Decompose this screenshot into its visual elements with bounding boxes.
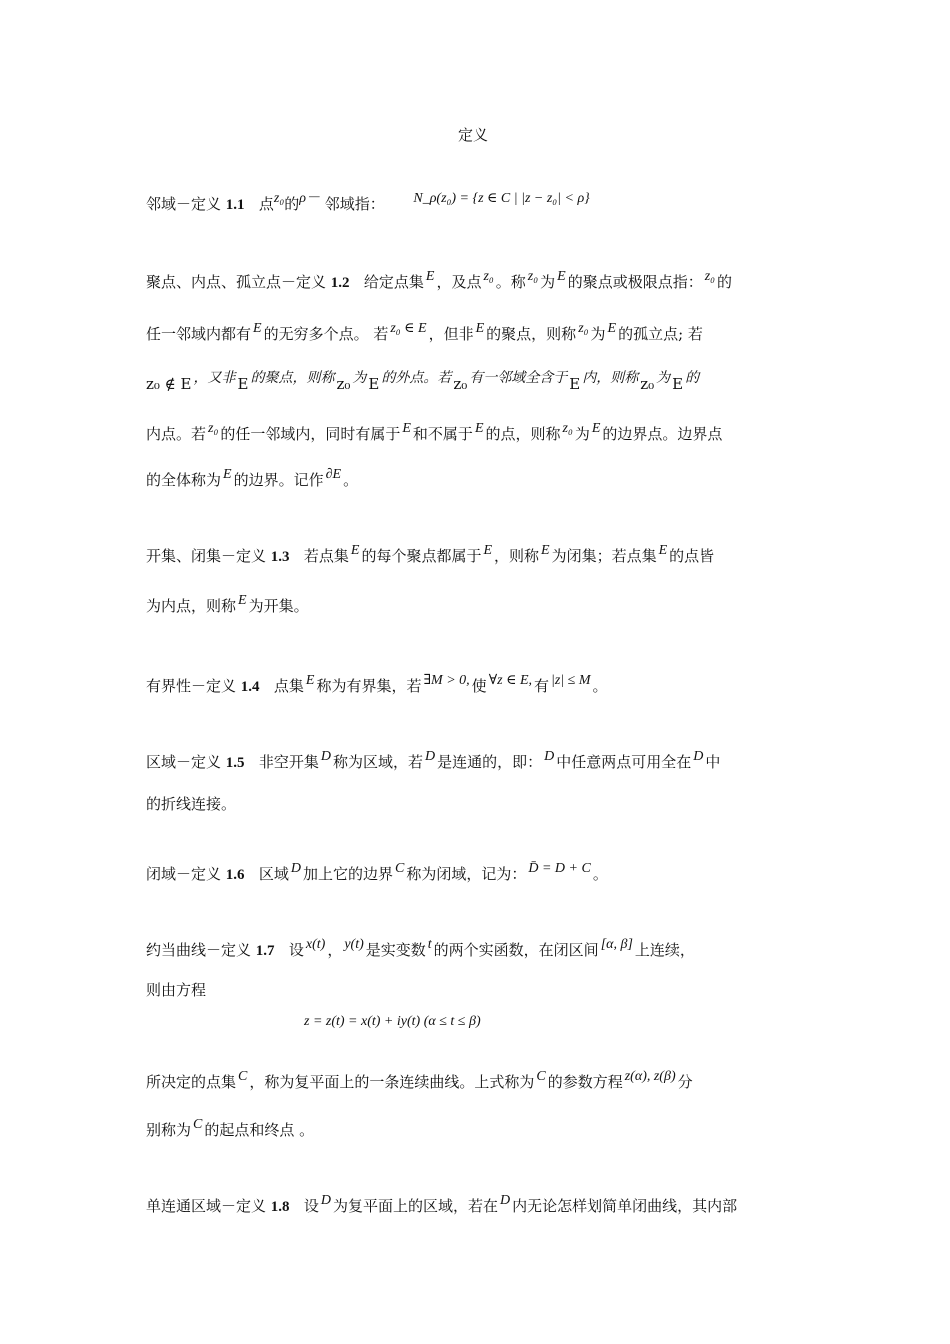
def-1-7-line-4 [146,1117,315,1142]
text: ， [327,941,343,959]
math-symbol: E [541,543,550,558]
text: 的点皆 [669,547,715,565]
def-number: 1.3 [270,549,290,565]
def-label: 聚点、内点、孤立点－定义 [146,273,327,291]
text: ，及点 [436,273,482,291]
math-symbol: E [475,321,485,336]
math-symbol: E [253,321,262,336]
text: 中任意两点可用全在 [556,753,692,771]
text: 邻域指： [324,195,385,213]
math-symbol: E [591,421,601,436]
def-label: 约当曲线－定义 [146,941,252,959]
math-symbol: 内，则称 [582,371,639,386]
text: z₀ [336,375,351,393]
parametric-equation: z = z(t) = x(t) + iy(t) (α ≤ t ≤ β) [304,1014,481,1029]
math-symbol: 为 [656,371,671,386]
math-symbol: D [290,861,301,876]
math-symbol: 的聚点，则称 [250,371,335,386]
def-label: 闭域－定义 [146,865,222,883]
text: 非空开集 [258,753,319,771]
text: 点 [258,195,274,213]
text: 内无论怎样划简单闭曲线，其内部 [512,1197,738,1215]
math-symbol: E [425,269,435,284]
text: 的起点和终点 。 [204,1121,315,1139]
math-symbol: ∀z ∈ E, [488,673,532,688]
math-symbol: C [193,1117,203,1132]
def-1-3-line-1 [146,543,715,568]
text: 内点。若 [146,425,207,443]
math-symbol: z₀ [208,421,219,436]
math-symbol: z₀ [483,269,494,284]
def-label: 开集、闭集－定义 [146,547,267,565]
text: 称为闭域，记为： [406,865,527,883]
text: 设 [303,1197,319,1215]
math-symbol: E [607,321,617,336]
text: 是连通的，即： [437,753,543,771]
text: 为闭集；若点集 [551,547,657,565]
def-1-1 [146,191,590,216]
math-symbol: E [350,543,360,558]
def-1-2-line-4 [146,421,723,446]
def-label: 邻域－定义 [146,195,222,213]
def-label: 区域－定义 [146,753,222,771]
text: 的孤立点; 若 [618,325,703,343]
math-symbol: |z| ≤ M [551,673,591,688]
def-1-5-line-1 [146,749,721,774]
def-label: 单连通区域－定义 [146,1197,267,1215]
def-1-8-line-1 [146,1193,738,1218]
math-symbol: y(t) [344,937,364,952]
def-1-7-line-2: 则由方程 [146,981,207,999]
math: z₀ [273,191,285,206]
text: 为 [574,425,590,443]
text: 使 [471,677,487,695]
text: 分 [677,1073,693,1091]
text: 上连续， [634,941,695,959]
text: 的聚点或极限点指： [567,273,703,291]
text: 加上它的边界 [303,865,394,883]
text: 的全体称为 [146,471,222,489]
text: 为 [540,273,556,291]
math-symbol: E [483,543,493,558]
def-1-3-line-2 [146,593,309,618]
math-symbol: D [544,749,555,764]
text: 的两个实函数，在闭区间 [433,941,599,959]
text: 。 [343,471,359,489]
text: 的 [284,195,300,213]
math-symbol: z₀ [704,269,716,284]
text: 的 [717,273,733,291]
text: ，则称 [494,547,540,565]
text: z₀ ∉ E [146,375,192,393]
math-symbol: E [223,467,232,482]
def-1-7-line-1 [146,937,695,962]
text: 有 [534,677,550,695]
def-1-7-line-3 [146,1069,693,1094]
def-1-2-line-3 [146,371,701,396]
text: 为复平面上的区域，若在 [333,1197,499,1215]
text: 为 [590,325,606,343]
math-symbol: z₀ [578,321,589,336]
math-symbol: [α, β] [600,937,633,952]
math-symbol: E [402,421,411,436]
math-symbol: D [693,749,704,764]
text: 的边界点。边界点 [602,425,723,443]
math-symbol: C [238,1069,248,1084]
text: 称为区域，若 [333,753,424,771]
math-symbol: z(α), z(β) [624,1069,676,1084]
math-symbol: C [395,861,405,876]
text: 和不属于 [412,425,473,443]
def-label: 有界性－定义 [146,677,237,695]
text: 。 [592,865,608,883]
text: ，但非 [428,325,474,343]
math-symbol: z₀ ∈ E [390,321,427,336]
math-symbol: C [536,1069,546,1084]
text: 若点集 [303,547,349,565]
def-number: 1.5 [225,755,245,771]
text: z₀ [640,375,655,393]
text: 。称 [495,273,526,291]
text: 中 [705,753,721,771]
math-symbol: E [238,593,247,608]
text: ，称为复平面上的一条连续曲线。上式称为 [249,1073,535,1091]
def-1-5-line-2: 的折线连接。 [146,795,237,813]
math-symbol: 的 [685,371,700,386]
math-symbol: ∃M > 0, [423,673,470,688]
def-1-2-line-2 [146,321,703,346]
def-number: 1.6 [225,867,245,883]
math-symbol: 有一邻域全含于 [469,371,568,386]
math-symbol: x(t) [305,937,326,952]
text: 的每个聚点都属于 [361,547,482,565]
def-1-6 [146,861,608,886]
text: 称为有界集，若 [316,677,422,695]
math-symbol: z₀ [562,421,573,436]
def-1-2-line-1 [146,269,733,294]
math-symbol: D [320,1193,331,1208]
page-title: 定义 [458,126,489,144]
text: 别称为 [146,1121,192,1139]
text: 的聚点，则称 [486,325,577,343]
math-symbol: 为 [352,371,367,386]
text: 点集 [273,677,304,695]
text: E [237,375,249,393]
text: 区域 [258,865,289,883]
text: 为内点，则称 [146,597,237,615]
def-number: 1.2 [330,275,350,291]
text: 所决定的点集 [146,1073,237,1091]
def-number: 1.1 [225,197,245,213]
text: 设 [288,941,304,959]
text: 任一邻域内都有 [146,325,252,343]
math-symbol: E [474,421,484,436]
math: ρ－ [299,191,320,206]
text: E [672,375,684,393]
math-symbol: D [500,1193,511,1208]
formula: N_ρ(z₀) = {z ∈ C | |z − z₀| < ρ} [413,191,590,206]
text: E [569,375,581,393]
text: 的点，则称 [485,425,561,443]
def-1-4 [146,673,608,698]
text: 是实变数 [365,941,426,959]
math-symbol: ∂E [325,467,342,482]
text: 的参数方程 [547,1073,623,1091]
text: 。 [592,677,608,695]
math-symbol: D [425,749,436,764]
text: E [368,375,380,393]
def-1-2-line-5 [146,467,359,492]
math-symbol: E [658,543,668,558]
def-number: 1.8 [270,1199,290,1215]
math-symbol: z₀ [527,269,539,284]
def-number: 1.7 [255,943,275,959]
def-number: 1.4 [240,679,260,695]
text: 为开集。 [248,597,309,615]
math-symbol: t [427,937,432,952]
text: 的边界。记作 [233,471,324,489]
math-symbol: ，又非 [193,371,236,386]
math-symbol: E [305,673,315,688]
text: 的无穷多个点。 若 [263,325,389,343]
math-symbol: D [320,749,331,764]
text: z₀ [453,375,468,393]
text: 给定点集 [363,273,424,291]
math-symbol: 的外点。若 [381,371,452,386]
math-symbol: D̄ = D + C [528,861,591,876]
text: 的任一邻域内，同时有属于 [220,425,401,443]
math-symbol: E [557,269,566,284]
